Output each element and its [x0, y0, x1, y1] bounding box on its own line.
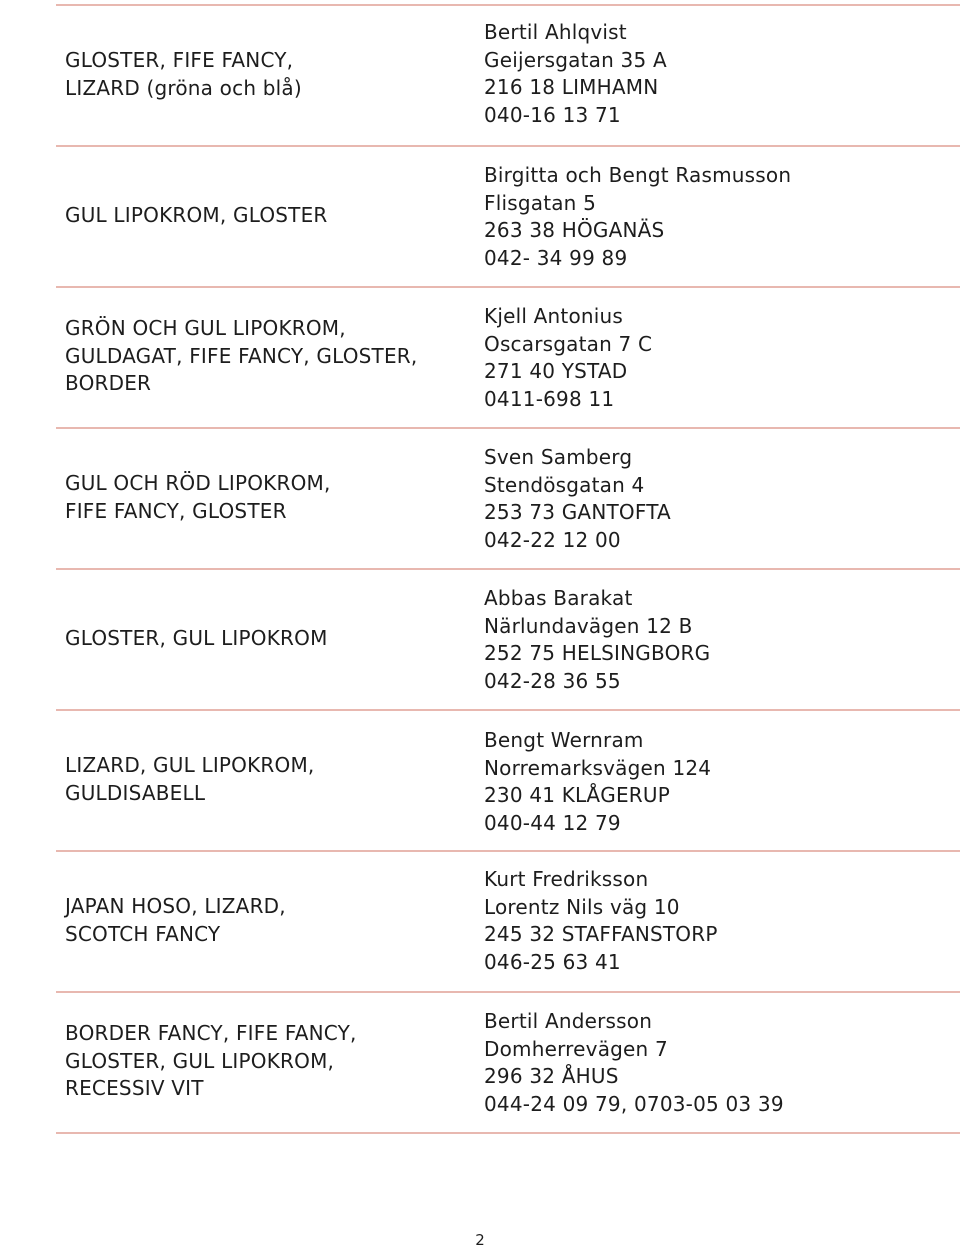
breed-line: GLOSTER, GUL LIPOKROM — [65, 625, 328, 650]
breeder-city: 252 75 HELSINGBORG — [484, 641, 711, 665]
breeder-phone: 046-25 63 41 — [484, 949, 621, 974]
breeder-phone: 042- 34 99 89 — [484, 245, 628, 270]
breed-line: JAPAN HOSO, LIZARD, — [65, 894, 286, 918]
breed-line: BORDER — [65, 371, 152, 396]
breeder-contact — [484, 303, 954, 413]
divider — [56, 1132, 960, 1134]
breed-line: LIZARD (gröna och blå) — [65, 75, 302, 100]
breeder-contact — [484, 444, 954, 554]
breed-line: GRÖN OCH GUL LIPOKROM, — [65, 316, 346, 341]
breeder-phone: 0411-698 11 — [484, 386, 615, 411]
breeder-contact — [484, 727, 954, 837]
breed-line: GUL LIPOKROM, GLOSTER — [65, 202, 328, 227]
breeder-street: Stendösgatan 4 — [484, 472, 645, 497]
breed-list — [65, 709, 465, 850]
breeder-phone: 044-24 09 79, 0703-05 03 39 — [484, 1091, 784, 1116]
breed-line: GLOSTER, GUL LIPOKROM, — [65, 1048, 335, 1073]
breed-list — [65, 850, 465, 991]
breeder-name: Birgitta och Bengt Rasmusson — [484, 163, 792, 187]
breeder-phone: 042-28 36 55 — [484, 668, 621, 693]
breeder-city: 271 40 YSTAD — [484, 359, 628, 383]
breeder-contact — [484, 585, 954, 695]
page-number: 2 — [475, 1231, 485, 1249]
breeder-street: Oscarsgatan 7 C — [484, 331, 653, 356]
breeder-street: Norremarksvägen 124 — [484, 755, 712, 780]
breed-line: GUL OCH RÖD LIPOKROM, — [65, 471, 331, 495]
breed-line: GULDAGAT, FIFE FANCY, GLOSTER, — [65, 343, 418, 368]
breeder-city: 245 32 STAFFANSTORP — [484, 922, 718, 946]
breeder-contact — [484, 162, 954, 272]
breeder-name: Abbas Barakat — [484, 586, 633, 610]
breed-list — [65, 286, 465, 427]
breeder-name: Kjell Antonius — [484, 304, 624, 328]
breeder-street: Närlundavägen 12 B — [484, 613, 693, 638]
breed-line: BORDER FANCY, FIFE FANCY, — [65, 1021, 357, 1046]
breeder-name: Kurt Fredriksson — [484, 867, 649, 891]
breeder-phone: 040-16 13 71 — [484, 102, 621, 127]
breed-line: LIZARD, GUL LIPOKROM, — [65, 753, 315, 777]
breed-list — [65, 568, 465, 709]
breeder-phone: 040-44 12 79 — [484, 810, 621, 835]
breeder-street: Domherrevägen 7 — [484, 1036, 668, 1061]
breeder-name: Bertil Ahlqvist — [484, 20, 627, 44]
breed-list — [65, 4, 465, 145]
breeder-name: Sven Samberg — [484, 445, 633, 469]
breeder-contact — [484, 19, 954, 129]
breeder-street: Geijersgatan 35 A — [484, 47, 667, 72]
breed-line: FIFE FANCY, GLOSTER — [65, 498, 287, 523]
breeder-contact — [484, 1008, 954, 1118]
breeder-city: 216 18 LIMHAMN — [484, 75, 659, 99]
breed-line: RECESSIV VIT — [65, 1076, 204, 1101]
breeder-name: Bertil Andersson — [484, 1009, 653, 1033]
breed-line: GLOSTER, FIFE FANCY, — [65, 48, 294, 72]
breeder-city: 230 41 KLÅGERUP — [484, 783, 671, 807]
breed-list — [65, 145, 465, 286]
breed-line: SCOTCH FANCY — [65, 921, 221, 946]
breeder-city: 296 32 ÅHUS — [484, 1064, 619, 1088]
breeder-street: Lorentz Nils väg 10 — [484, 894, 680, 919]
breeder-city: 253 73 GANTOFTA — [484, 500, 671, 524]
breeder-street: Flisgatan 5 — [484, 190, 597, 215]
breeder-city: 263 38 HÖGANÄS — [484, 218, 665, 242]
breed-line: GULDISABELL — [65, 780, 206, 805]
breed-list — [65, 427, 465, 568]
breeder-name: Bengt Wernram — [484, 728, 644, 752]
breed-list — [65, 991, 465, 1132]
breeder-contact — [484, 866, 954, 976]
breeder-phone: 042-22 12 00 — [484, 527, 621, 552]
